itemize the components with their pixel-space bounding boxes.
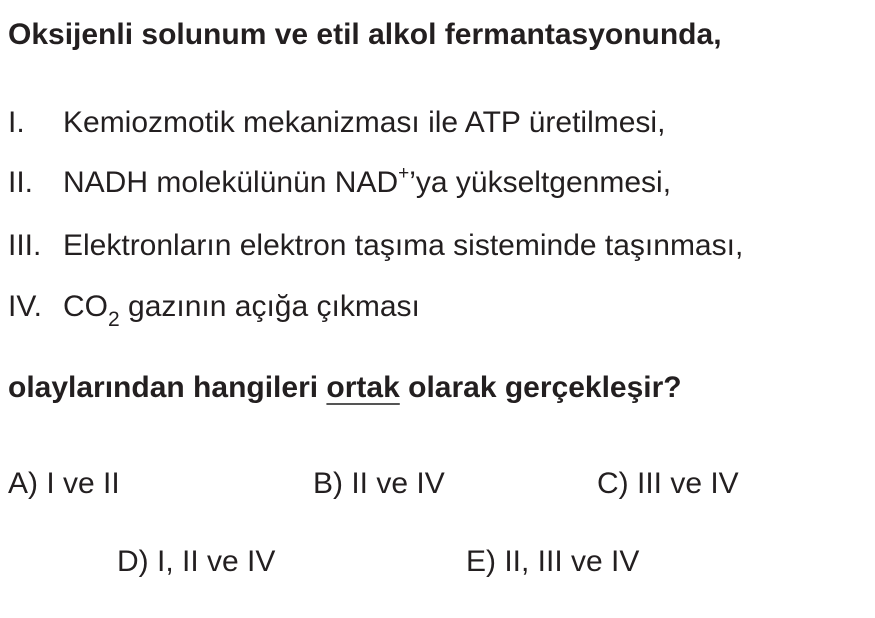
option-a[interactable]: A) I ve II [8, 467, 120, 500]
statement-4 [8, 290, 420, 331]
statement-text: NADH molekülünün NAD [63, 166, 399, 199]
question-ask [8, 371, 682, 405]
option-b[interactable]: B) II ve IV [313, 467, 445, 500]
question-ask-tail: olarak gerçekleşir? [399, 371, 682, 404]
statement-text: CO [63, 290, 108, 323]
statement-text: Kemiozmotik mekanizması ile ATP üretilmesi, [63, 106, 666, 139]
statement-3 [8, 229, 743, 263]
option-e[interactable]: E) II, III ve IV [466, 545, 640, 578]
question-stem: Oksijenli solunum ve etil alkol fermantasyonunda, [8, 18, 722, 51]
statement-text-continued: ’ya yükseltgenmesi, [409, 166, 672, 199]
statement-text: Elektronların elektron taşıma sisteminde taşınması, [63, 229, 744, 262]
statement-numeral: III. [8, 229, 42, 262]
statement-numeral: II. [8, 166, 34, 199]
emphasized-word: ortak [326, 371, 400, 404]
statement-numeral: I. [8, 106, 25, 139]
statement-2 [8, 163, 672, 200]
subscript-two: 2 [108, 308, 120, 331]
statement-numeral: IV. [8, 290, 42, 323]
statement-1 [8, 106, 665, 140]
option-d[interactable]: D) I, II ve IV [117, 545, 276, 578]
superscript-plus: + [398, 163, 410, 184]
question-ask-lead: olaylarından hangileri [8, 371, 327, 404]
option-c[interactable]: C) III ve IV [597, 467, 739, 500]
statement-text-continued: gazının açığa çıkması [119, 290, 420, 323]
